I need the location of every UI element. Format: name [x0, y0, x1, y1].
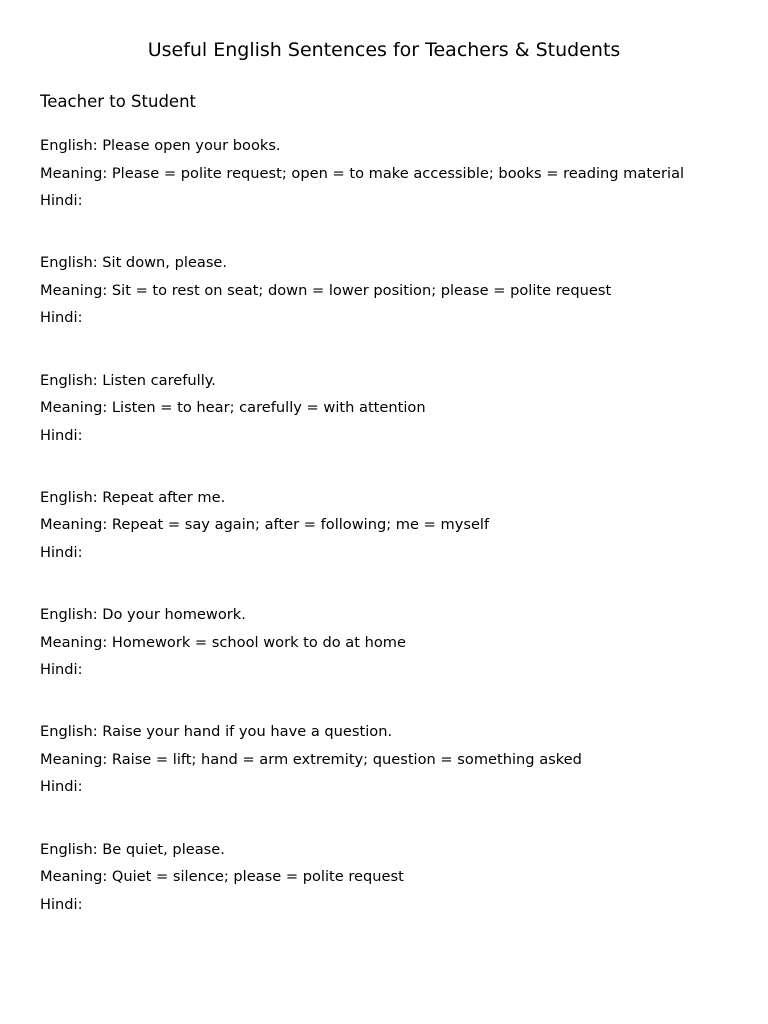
- english-line: English: Sit down, please.: [40, 254, 228, 272]
- english-line: English: Do your homework.: [40, 606, 246, 624]
- meaning-line: Meaning: Raise = lift; hand = arm extremity; question = something asked: [40, 750, 582, 768]
- hindi-line: Hindi:: [40, 895, 83, 913]
- hindi-line: Hindi:: [40, 309, 83, 327]
- hindi-line: Hindi:: [40, 543, 83, 561]
- sentence-entry: [40, 367, 740, 484]
- sentence-entry: [40, 249, 740, 366]
- meaning-line: Meaning: Sit = to rest on seat; down = lower position; please = polite request: [40, 281, 612, 299]
- meaning-line: Meaning: Repeat = say again; after = following; me = myself: [40, 516, 490, 534]
- hindi-line: Hindi:: [40, 426, 83, 444]
- sentence-entry: [40, 484, 740, 601]
- sentence-list: [40, 132, 740, 953]
- meaning-line: Meaning: Quiet = silence; please = polite request: [40, 868, 404, 886]
- document-title: Useful English Sentences for Teachers & Students: [147, 39, 621, 61]
- sentence-entry: [40, 132, 740, 249]
- meaning-line: Meaning: Listen = to hear; carefully = with attention: [40, 399, 426, 417]
- meaning-line: Meaning: Please = polite request; open = to make accessible; books = reading material: [40, 164, 685, 182]
- english-line: English: Be quiet, please.: [40, 840, 225, 858]
- english-line: English: Please open your books.: [40, 137, 281, 154]
- section-heading: Teacher to Student: [40, 92, 197, 111]
- english-line: English: Listen carefully.: [40, 371, 216, 389]
- hindi-line: Hindi:: [40, 192, 83, 209]
- sentence-entry: [40, 718, 740, 835]
- english-line: English: Raise your hand if you have a question.: [40, 723, 393, 741]
- english-line: English: Repeat after me.: [40, 488, 226, 506]
- hindi-line: Hindi:: [40, 778, 83, 796]
- hindi-line: Hindi:: [40, 661, 83, 679]
- sentence-entry: [40, 601, 740, 718]
- meaning-line: Meaning: Homework = school work to do at home: [40, 633, 406, 651]
- sentence-entry: [40, 836, 740, 953]
